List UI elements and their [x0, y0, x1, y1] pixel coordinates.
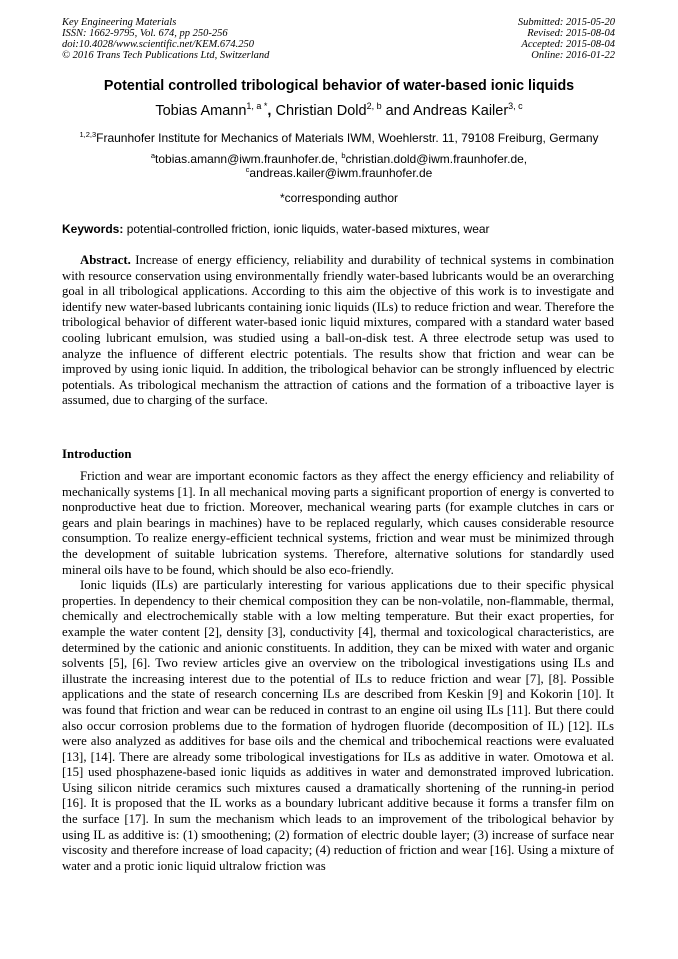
journal-name: Key Engineering Materials [62, 17, 177, 28]
paragraph: Ionic liquids (ILs) are particularly interesting for various applications due to their specific physical properties. In dependency to their chemical composition they can be non-volatile, non-flammable, thermal, chemically and electrochemically stable with a low melting temperature. But their exact properties, for example the water content [2], density [3], conductivity [4], thermal and toxicological characteristics, are determined by the cationic and anionic constituents. In addition, they can be mixed with water and organic solvents [5], [6]. Two review articles give an overview on the tribological investigations using ILs and illustrate the increasing interest due to the potential of ILs to reduce friction and wear [7], [8]. Possible applications and the state of research concerning ILs are described from Keskin [9] and Kokorin [10]. It was found that friction and wear can be reduced in contrast to an engine oil using ILs [11]. But there could also occur corrosion problems due to the formation of hydrogen fluoride (decomposition of IL) [12]. ILs were also analyzed as additives for base oils and the chemical and tribochemical reactions were evaluated [13], [14]. There are already some tribological investigations for ILs as additive in water. Omotowa et al. [15] used phosphazene-based ionic liquids as additives in water and demonstrated improved lubrication. Using silicon nitride ceramics such mixtures caused a dramatically shortening of the running-in period [16]. It is proposed that the IL works as a boundary lubricant additive because it forms a transfer film on the surface [17]. In sum the mechanism which leads to an improvement of the tribological behavior by using IL as additive is: (1) smoothening; (2) formation of electric double layer; (3) increase of surface near viscosity and therefore increase of load capacity; (4) reduction of friction and wear [16]. Using a mixture of water and a protic ionic liquid ultralow friction was [62, 578, 614, 873]
email-address: christian.dold@iwm.fraunhofer.de, [345, 152, 528, 166]
accepted-date: Accepted: 2015-08-04 [521, 39, 615, 50]
affiliation [0, 131, 678, 145]
author-name: Christian Dold [275, 103, 367, 119]
introduction-body [62, 469, 614, 874]
issn-line: ISSN: 1662-9795, Vol. 674, pp 250-256 [62, 28, 228, 39]
paragraph: Friction and wear are important economic factors as they affect the energy efficiency and reliability of mechanically systems [1]. In all mechanical moving parts a significant proportion of energy is converted to nonproductive heat due to friction. Moreover, mechanical wearing parts (for example clutches in cars or gears and plain bearings in machines) have to be replaced regularly, which causes considerable resource consumption. To realize energy-efficient technical systems, friction and wear must be minimized through the development of suitable lubrication systems. Therefore, alternative solutions for standardly used mineral oils have to be found, which should be also eco-friendly. [62, 469, 614, 577]
doi-line: doi:10.4028/www.scientific.net/KEM.674.250 [62, 39, 254, 50]
section-heading-introduction: Introduction [62, 447, 132, 461]
author-name: Andreas Kailer [413, 103, 509, 119]
keywords-text: potential-controlled friction, ionic liquids, water-based mixtures, wear [126, 222, 490, 236]
paper-title: Potential controlled tribological behavior of water-based ionic liquids [103, 78, 575, 94]
publication-dates [518, 17, 615, 61]
revised-date: Revised: 2015-08-04 [527, 28, 615, 39]
author-emails [0, 152, 678, 180]
online-date: Online: 2016-01-22 [531, 50, 615, 61]
author-sup: 2, b [366, 101, 382, 111]
affiliation-sup: 1,2,3 [79, 130, 97, 139]
author-sup: 1, a * [246, 101, 268, 111]
submitted-date: Submitted: 2015-05-20 [517, 17, 615, 28]
author-separator: , [267, 103, 272, 119]
author-name: Tobias Amann [155, 103, 247, 119]
author-and: and [385, 103, 410, 119]
email-sup: b [341, 151, 346, 160]
abstract-text: Increase of energy efficiency, reliability and durability of technical systems in combination with resource conservation using environmentally friendly water-based lubricants would be an overarching goal in all tribological applications. According to this aim the objective of this work is to investigate and identify new water-based lubricants containing ionic liquids (ILs) to reduce friction and wear. Therefore the tribological behavior of different water-based ionic liquid mixtures, compared with a standard water based cooling lubricant emulsion, was studied using a ball-on-disk test. A three electrode setup was used to analyze the influence of different electric potentials. The results show that friction and wear can be improved by using ionic liquid. In addition, the tribological behavior can be strongly influenced by electric potentials. As tribological mechanism the attraction of cations and the formation of a triboactive layer is assumed, due to charging of the surface. [62, 253, 615, 408]
keywords-label: Keywords: [62, 222, 124, 236]
email-sup: a [150, 151, 156, 160]
keywords [62, 222, 618, 236]
abstract-label: Abstract. [80, 253, 131, 267]
email-address: andreas.kailer@iwm.fraunhofer.de [249, 166, 433, 180]
email-address: tobias.amann@iwm.fraunhofer.de, [155, 152, 338, 166]
email-sup: c [245, 165, 250, 174]
author-line [0, 103, 678, 119]
affiliation-text: Fraunhofer Institute for Mechanics of Materials IWM, Woehlerstr. 11, 79108 Freiburg, Germany [96, 131, 599, 145]
corresponding-author-note: *corresponding author [279, 191, 399, 205]
journal-info [62, 17, 269, 61]
abstract [62, 253, 614, 409]
author-sup: 3, c [508, 101, 523, 111]
copyright-line: © 2016 Trans Tech Publications Ltd, Switzerland [62, 50, 270, 61]
